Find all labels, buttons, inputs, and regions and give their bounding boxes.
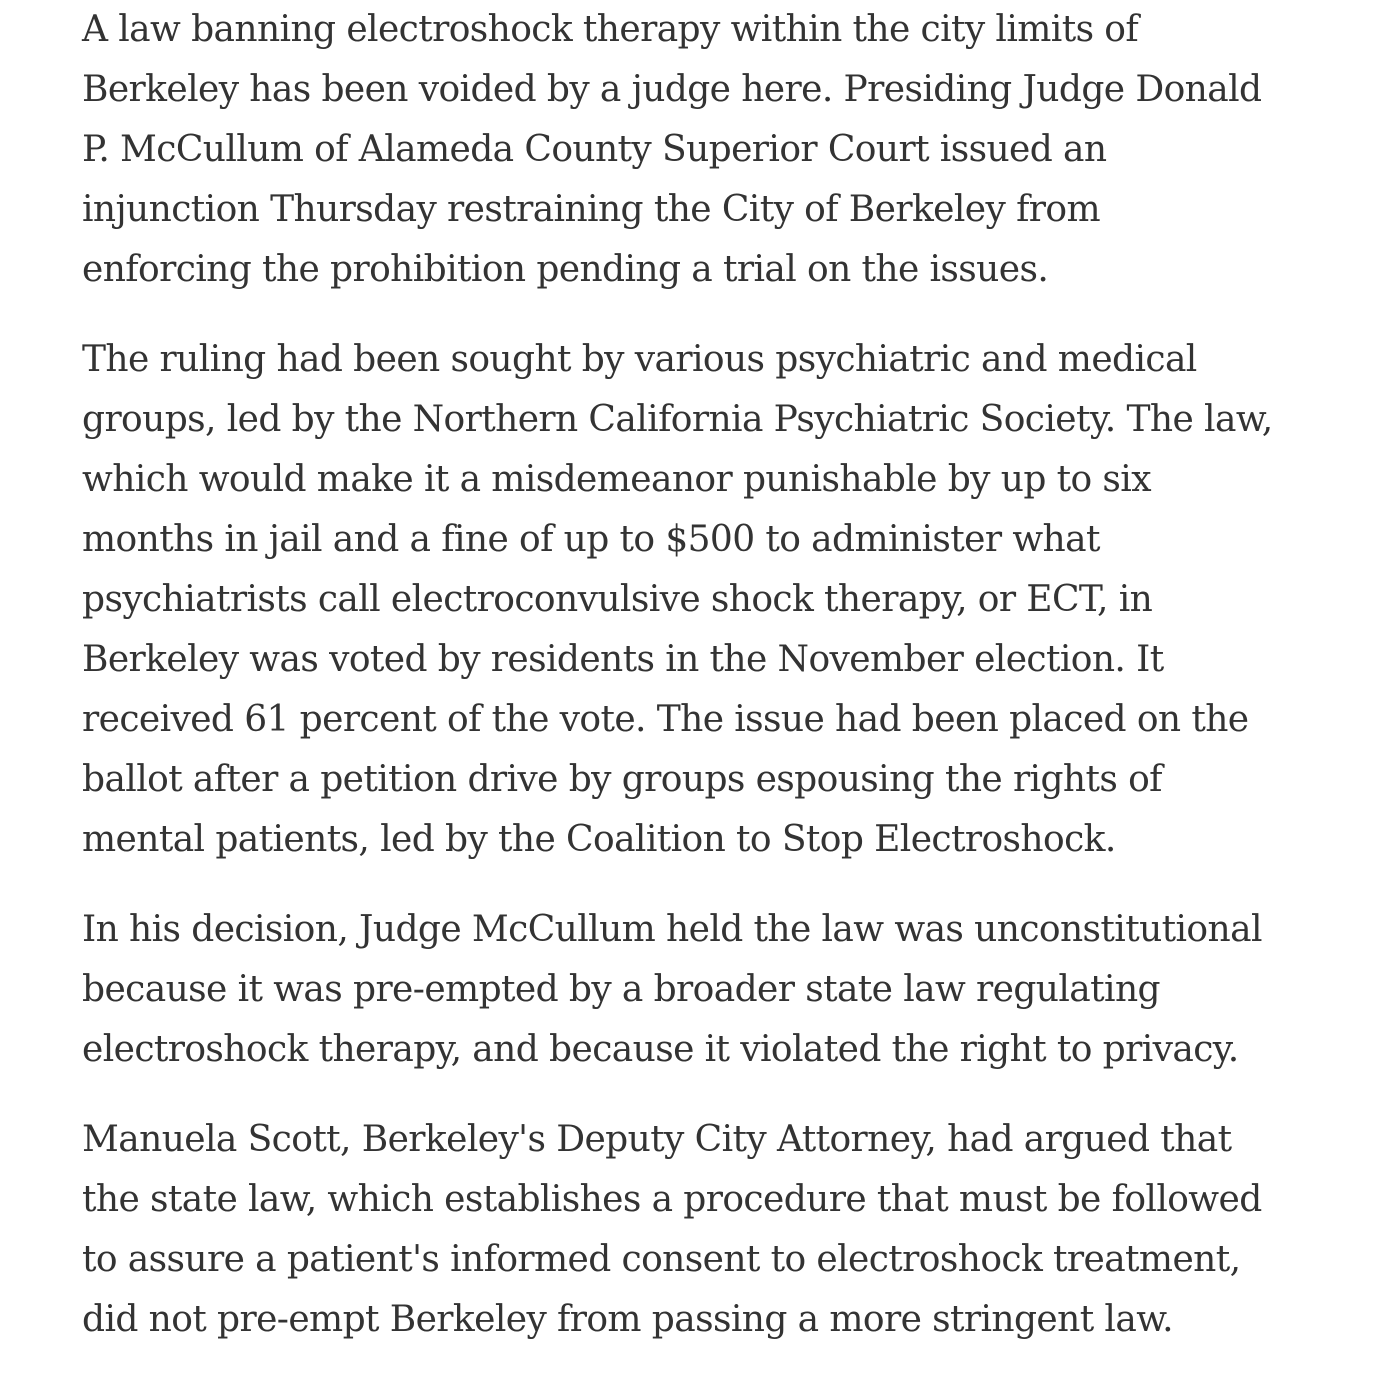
- text-line: The ruling had been sought by various psychiatric and medical: [82, 339, 1197, 380]
- text-line: to assure a patient's informed consent to electroshock treatment,: [82, 1239, 1241, 1280]
- text-line: psychiatrists call electroconvulsive shock therapy, or ECT, in: [82, 579, 1153, 620]
- text-line: received 61 percent of the vote. The issue had been placed on the: [82, 699, 1249, 740]
- text-line: P. McCullum of Alameda County Superior Court issued an: [82, 129, 1107, 170]
- text-line: because it was pre-empted by a broader state law regulating: [82, 969, 1160, 1010]
- text-line: Berkeley has been voided by a judge here. Presiding Judge Donald: [82, 69, 1262, 110]
- paragraph-2: [82, 330, 1302, 870]
- text-line: the state law, which establishes a procedure that must be followed: [82, 1179, 1262, 1220]
- text-line: months in jail and a fine of up to $500 to administer what: [82, 519, 1100, 560]
- text-line: did not pre-empt Berkeley from passing a more stringent law.: [82, 1299, 1173, 1340]
- paragraph-3: [82, 900, 1302, 1080]
- text-line: which would make it a misdemeanor punishable by up to six: [82, 459, 1151, 500]
- text-line: mental patients, led by the Coalition to Stop Electroshock.: [82, 819, 1116, 860]
- text-line: groups, led by the Northern California Psychiatric Society. The law,: [82, 399, 1273, 440]
- text-line: enforcing the prohibition pending a trial on the issues.: [82, 249, 1049, 290]
- text-line: A law banning electroshock therapy within the city limits of: [82, 9, 1139, 50]
- text-line: In his decision, Judge McCullum held the law was unconstitutional: [82, 909, 1262, 950]
- text-line: electroshock therapy, and because it violated the right to privacy.: [82, 1029, 1239, 1070]
- text-line: Berkeley was voted by residents in the November election. It: [82, 639, 1164, 680]
- paragraph-1: [82, 0, 1302, 300]
- article-body: [82, 0, 1302, 1380]
- paragraph-4: [82, 1110, 1302, 1350]
- text-line: Manuela Scott, Berkeley's Deputy City Attorney, had argued that: [82, 1119, 1232, 1160]
- text-line: ballot after a petition drive by groups espousing the rights of: [82, 759, 1162, 800]
- text-line: injunction Thursday restraining the City of Berkeley from: [82, 189, 1101, 230]
